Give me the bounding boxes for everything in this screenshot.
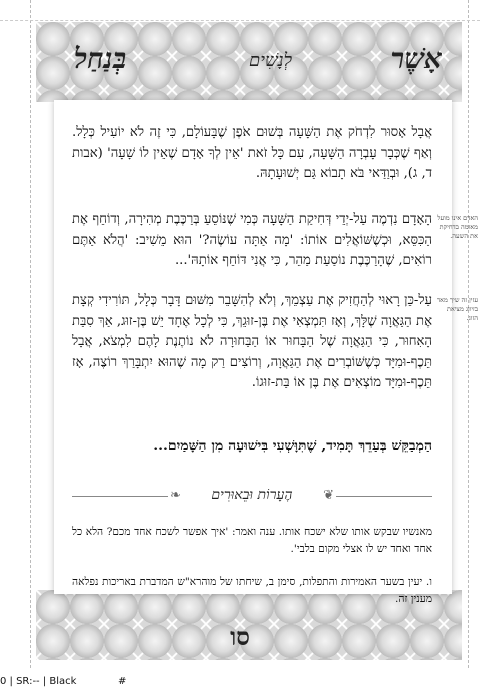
header-title-left: בְּנַחַל — [74, 42, 127, 75]
ornament-icon: ❦ — [323, 488, 334, 503]
running-header — [54, 36, 452, 88]
notes-heading: הֶעָרוֹת וּבֵאוּרִים — [211, 487, 293, 503]
page-number: סו — [230, 622, 250, 651]
divider-line-left — [72, 496, 168, 497]
body-paragraph-4: הַמְבַקֵּשׁ בְּעַדֵךְ תָּמִיד, שֶׁתִּוָּשְׁעִי בִּישׁוּעָה מִן הַשָּׁמַיִם... — [153, 438, 432, 454]
footnote-1: מאנשיו שבקש אותו שלא ישכח אותו. ענה ואמר: 'איך אפשר לשכח אחד מכם? הלא כל אחד ואחד יש לו אצלי מקום בלבי'. — [72, 526, 432, 555]
print-slug: 0 | SR:-- | Black — [0, 676, 77, 687]
print-slug-hash: # — [118, 676, 127, 687]
body-paragraph-1: אֲבָל אָסוּר לִדְחֹק אֶת הַשָּׁעָה בְּשׁוּם אֹפֶן שֶׁבָּעוֹלָם, כִּי זֶה לֹא יוֹעִיל כְּלָל. וְאַף שֶׁכְּבָר עָבְרָה הַשָּׁעָה, עִם כָּל זֹאת 'אֵין לְךָ אָדָם שֶׁאֵין לוֹ שָׁעָה' (אבות ד, ג), וּבְוַדַּאי בֹּא תָבוֹא גַּם יְשׁוּעָתָהּ. — [72, 125, 432, 181]
trim-line-left — [30, 0, 31, 668]
header-title-right: אָשֶׁר — [390, 42, 442, 75]
footnote-2: ו. יעין בשער האמירות והתפלות, סימן ב, שיחתו של מוהרא"ש המדברת באריכות נפלאה מענין זה. — [72, 576, 432, 605]
header-title-middle: לְנָשִׁים — [249, 50, 292, 71]
trim-line-right — [468, 0, 469, 668]
trim-line-top — [0, 20, 480, 21]
body-paragraph-3: עַל-כֵּן רָאוּי לְהַחֲזִיק אֶת עַצְמֵךְ, וְלֹא לְהִשָּׁבֵר מִשּׁוּם דָּבָר כְּלָל, תּוֹרִידִי קְצָת אֶת הַגַּאֲוָה שֶׁלָּךְ, וְאָז תִּמְצְאִי אֶת בֶּן-זוּגֵךְ, כִּי לְכָל אֶחָד יֵשׁ בֶּן-זוּג, אַךְ סִבַּת הָאִחוּר, כִּי הַגַּאֲוָה שֶׁל הַבָּחוּר אוֹ הַבַּחוּרָה לֹא נוֹתֶנֶת לָהֶם לִמְצֹא, אֲבָל תֵּכֶף-וּמִיָּד כְּשֶׁשּׁוֹבְרִים אֶת הַגַּאֲוָה, וְרוֹצִים רַק מָה שֶׁהוּא יִתְבָּרַךְ רוֹצֶה, אָז תֵּכֶף-וּמִיָּד מוֹצְאִים אֶת בֶּן אוֹ בַּת-זוּגוֹ. — [72, 293, 432, 390]
margin-note-1: האדם אינו מועל מאומה בדחיקת את השעה. — [437, 214, 478, 240]
body-paragraph-2: הָאָדָם נִדְמֶה עַל-יְדֵי דְּחִיקַת הַשָּׁעָה כְּמִי שֶׁנּוֹסֵעַ בְּרַכֶּבֶת מְהִירָה, וְדוֹחֵף אֶת הַכִּסֵּא, וּכְשֶׁשּׁוֹאֲלִים אוֹתוֹ: 'מָה אַתָּה עוֹשֶׂה?' הוּא מֵשִׁיב: 'הֲלֹא אַתֶּם רוֹאִים, שֶׁהָרַכֶּבֶת נוֹסַעַת מַהֵר, כִּי אֲנִי דּוֹחֵף אוֹתָהּ'... — [72, 212, 432, 268]
margin-note-2: עזין זה שיך מאד בזיווג מציאת הזוג. — [437, 296, 478, 322]
notes-divider — [72, 486, 432, 508]
ornament-icon: ❧ — [170, 488, 181, 503]
